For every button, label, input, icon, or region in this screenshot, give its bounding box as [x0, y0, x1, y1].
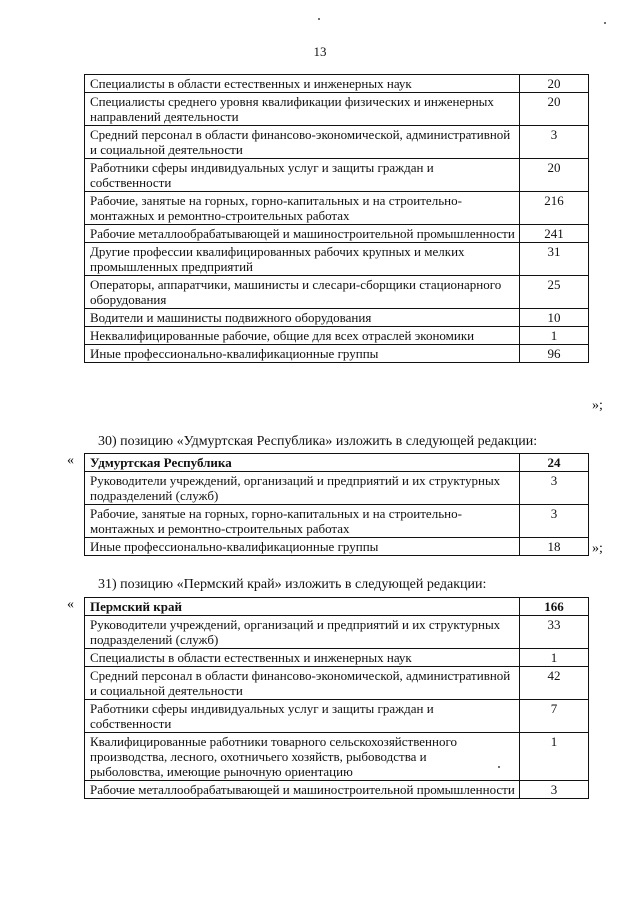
row-value: 216: [520, 192, 589, 225]
row-value: 10: [520, 309, 589, 327]
row-value: 3: [520, 126, 589, 159]
closing-quote: »;: [592, 541, 603, 556]
table-row: [85, 472, 589, 505]
table-row: [85, 243, 589, 276]
opening-quote: «: [67, 453, 74, 468]
row-label: Рабочие металлообрабатывающей и машиностроительной промышленности: [85, 225, 520, 243]
row-value: 20: [520, 75, 589, 93]
row-value: 20: [520, 93, 589, 126]
row-label: Иные профессионально-квалификационные группы: [85, 538, 520, 556]
table-row: [85, 93, 589, 126]
opening-quote: «: [67, 597, 74, 612]
row-label: Иные профессионально-квалификационные группы: [85, 345, 520, 363]
row-label: Квалифицированные работники товарного сельскохозяйственного производства, лесного, охотничьего хозяйств, рыбоводства и рыболовства, имеющие рыночную ориентацию: [85, 733, 520, 781]
region-total: 166: [520, 598, 589, 616]
table-row: [85, 75, 589, 93]
row-value: 1: [520, 733, 589, 781]
row-value: 241: [520, 225, 589, 243]
table-row: [85, 505, 589, 538]
row-label: Средний персонал в области финансово-экономической, административной и социальной деятельности: [85, 667, 520, 700]
amendment-instruction-30: 30) позицию «Удмуртская Республика» изложить в следующей редакции:: [98, 434, 538, 449]
row-value: 3: [520, 472, 589, 505]
table-row: [85, 159, 589, 192]
table-row: [85, 327, 589, 345]
region-total: 24: [520, 454, 589, 472]
row-value: 42: [520, 667, 589, 700]
row-value: 3: [520, 505, 589, 538]
row-label: Водители и машинисты подвижного оборудования: [85, 309, 520, 327]
region-row: [85, 454, 589, 472]
table-row: [85, 345, 589, 363]
row-label: Работники сферы индивидуальных услуг и защиты граждан и собственности: [85, 159, 520, 192]
row-label: Рабочие, занятые на горных, горно-капитальных и на строительно-монтажных и ремонтно-строительных работах: [85, 505, 520, 538]
row-value: 1: [520, 649, 589, 667]
table-row: [85, 126, 589, 159]
row-value: 3: [520, 781, 589, 799]
row-value: 31: [520, 243, 589, 276]
row-label: Рабочие металлообрабатывающей и машиностроительной промышленности: [85, 781, 520, 799]
amendment-instruction-31: 31) позицию «Пермский край» изложить в следующей редакции:: [98, 577, 487, 592]
row-label: Специалисты в области естественных и инженерных наук: [85, 649, 520, 667]
row-value: 96: [520, 345, 589, 363]
region-name: Удмуртская Республика: [85, 454, 520, 472]
scan-speck: [498, 766, 500, 768]
table-row: [85, 276, 589, 309]
row-value: 1: [520, 327, 589, 345]
row-value: 20: [520, 159, 589, 192]
row-label: Специалисты в области естественных и инженерных наук: [85, 75, 520, 93]
table-row: [85, 309, 589, 327]
row-label: Неквалифицированные рабочие, общие для всех отраслей экономики: [85, 327, 520, 345]
table-row: [85, 649, 589, 667]
row-label: Средний персонал в области финансово-экономической, административной и социальной деятельности: [85, 126, 520, 159]
row-value: 25: [520, 276, 589, 309]
table-row: [85, 225, 589, 243]
table-row: [85, 667, 589, 700]
table-row: [85, 733, 589, 781]
row-value: 7: [520, 700, 589, 733]
row-label: Специалисты среднего уровня квалификации физических и инженерных направлений деятельности: [85, 93, 520, 126]
table-row: [85, 700, 589, 733]
perm-krai-table: [84, 597, 589, 799]
row-value: 18: [520, 538, 589, 556]
region-row: [85, 598, 589, 616]
row-label: Другие профессии квалифицированных рабочих крупных и мелких промышленных предприятий: [85, 243, 520, 276]
page-number: 13: [313, 44, 327, 59]
scan-speck: [604, 22, 606, 24]
row-label: Рабочие, занятые на горных, горно-капитальных и на строительно-монтажных и ремонтно-строительных работах: [85, 192, 520, 225]
occupations-table-continuation: [84, 74, 589, 363]
table-row: [85, 781, 589, 799]
row-value: 33: [520, 616, 589, 649]
closing-quote: »;: [592, 398, 603, 413]
row-label: Работники сферы индивидуальных услуг и защиты граждан и собственности: [85, 700, 520, 733]
table-row: [85, 192, 589, 225]
table-row: [85, 538, 589, 556]
udmurt-republic-table: [84, 453, 589, 556]
row-label: Операторы, аппаратчики, машинисты и слесари-сборщики стационарного оборудования: [85, 276, 520, 309]
table-row: [85, 616, 589, 649]
region-name: Пермский край: [85, 598, 520, 616]
row-label: Руководители учреждений, организаций и предприятий и их структурных подразделений (служб): [85, 472, 520, 505]
scan-speck: [318, 18, 320, 20]
row-label: Руководители учреждений, организаций и предприятий и их структурных подразделений (служб): [85, 616, 520, 649]
